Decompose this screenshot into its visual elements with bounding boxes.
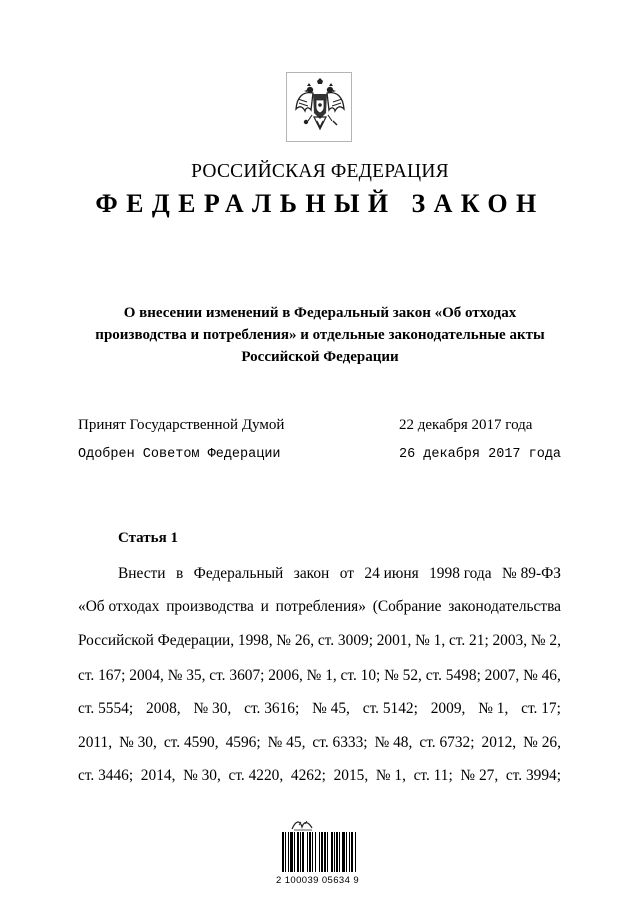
- barcode-bar: [327, 832, 328, 872]
- article-word: № 1,: [478, 700, 509, 717]
- article-word: закон: [293, 565, 330, 582]
- barcode-bar: [290, 832, 293, 872]
- article-word: № 30,: [183, 767, 221, 784]
- barcode-bar: [346, 832, 347, 872]
- article-word: от: [339, 565, 354, 582]
- council-approval-label: Одобрен Советом Федерации: [78, 447, 281, 462]
- country-name: РОССИЙСКАЯ ФЕДЕРАЦИЯ: [191, 161, 449, 182]
- article-word: № 26,: [276, 632, 315, 649]
- barcode-bar: [294, 832, 295, 872]
- barcode-bar: [312, 832, 313, 872]
- article-word: ст. 4590,: [163, 734, 219, 751]
- article-word: и: [260, 598, 269, 615]
- barcode-image: [282, 832, 376, 872]
- article-word: ст. 5554;: [78, 700, 134, 717]
- article-word: № 45,: [312, 700, 350, 717]
- law-title-line: О внесении изменений в Федеральный закон «Об отходах: [123, 305, 517, 321]
- barcode-bar: [309, 832, 311, 872]
- article-word: 4262;: [290, 767, 326, 784]
- article-body-line: [78, 598, 561, 616]
- barcode-bar: [319, 832, 320, 872]
- article-word: ст. 10;: [340, 667, 381, 684]
- document-type: ФЕДЕРАЛЬНЫЙ ЗАКОН: [95, 189, 545, 218]
- article-word: ст. 5498;: [425, 667, 481, 684]
- barcode-bar: [302, 832, 304, 872]
- article-word: 2007,: [484, 667, 520, 684]
- article-word: 2012,: [481, 734, 517, 751]
- article-word: Внести: [118, 565, 166, 582]
- article-word: 2011,: [78, 734, 113, 751]
- article-body-line: [78, 667, 561, 685]
- article-body-line: [118, 565, 561, 583]
- article-word: Федеральный: [193, 565, 284, 582]
- barcode-bar: [321, 832, 323, 872]
- barcode-bar: [297, 832, 299, 872]
- article-word: ст. 3446;: [78, 767, 134, 784]
- article-body-line: [78, 632, 561, 650]
- article-word: № 35,: [167, 667, 206, 684]
- barcode-bar: [336, 832, 338, 872]
- article-word: № 2,: [530, 632, 561, 649]
- duma-adoption-label: Принят Государственной Думой: [78, 417, 285, 433]
- article-word: ст. 11;: [413, 767, 453, 784]
- article-word: ст. 3994;: [505, 767, 561, 784]
- barcode-bar: [349, 832, 350, 872]
- barcode-bar: [285, 832, 286, 872]
- article-word: ст. 5142;: [362, 700, 418, 717]
- article-word: 2014,: [140, 767, 176, 784]
- article-word: № 27,: [460, 767, 499, 784]
- article-word: ст. 3616;: [244, 700, 300, 717]
- article-word: № 26,: [523, 734, 561, 751]
- article-word: 2001,: [376, 632, 412, 649]
- council-approval-date: 26 декабря 2017 года: [399, 447, 562, 462]
- article-word: № 46,: [523, 667, 561, 684]
- law-title-line: производства и потребления» и отдельные законодательные акты: [95, 327, 545, 343]
- article-word: 1998,: [237, 632, 273, 649]
- article-word: ст. 4220,: [228, 767, 284, 784]
- barcode-bar: [288, 832, 289, 872]
- article-word: ст. 3009;: [317, 632, 373, 649]
- double-headed-eagle-icon: [293, 77, 347, 137]
- article-word: ст. 17;: [521, 700, 561, 717]
- barcode-bar: [339, 832, 340, 872]
- barcode-bar: [324, 832, 326, 872]
- article-body-line: [78, 700, 561, 718]
- article-word: 2015,: [333, 767, 369, 784]
- article-word: «Об отходах: [78, 598, 160, 615]
- article-word: в: [175, 565, 184, 582]
- article-word: № 45,: [267, 734, 306, 751]
- article-word: 2008,: [146, 700, 181, 717]
- article-word: 24 июня: [364, 565, 419, 582]
- barcode-block: [276, 818, 376, 888]
- article-word: потребления»: [275, 598, 366, 615]
- article-word: № 30,: [193, 700, 232, 717]
- article-word: 2009,: [430, 700, 466, 717]
- barcode-bar: [355, 832, 356, 872]
- barcode-bar: [342, 832, 345, 872]
- registry-mark-icon: [290, 818, 316, 832]
- article-word: 2004,: [129, 667, 164, 684]
- article-word: № 48,: [374, 734, 413, 751]
- barcode-bar: [307, 832, 308, 872]
- barcode-bar: [282, 832, 284, 872]
- article-word: № 89-ФЗ: [502, 565, 561, 582]
- duma-adoption-date: 22 декабря 2017 года: [399, 417, 533, 433]
- law-title: [60, 302, 580, 368]
- article-word: производства: [166, 598, 254, 615]
- article-word: № 1,: [375, 767, 406, 784]
- article-word: (Собрание: [372, 598, 442, 615]
- article-word: Российской: [78, 632, 154, 649]
- article-word: ст. 6732;: [419, 734, 475, 751]
- law-title-line: Российской Федерации: [241, 349, 399, 365]
- article-word: № 52,: [384, 667, 422, 684]
- article-word: ст. 167;: [78, 667, 126, 684]
- barcode-bar: [331, 832, 333, 872]
- article-word: № 30,: [119, 734, 157, 751]
- article-word: ст. 3607;: [209, 667, 265, 684]
- article-word: № 1,: [415, 632, 446, 649]
- barcode-bar: [315, 832, 316, 872]
- article-heading: Статья 1: [118, 530, 178, 546]
- article-word: законодательства: [448, 598, 561, 615]
- article-word: 2003,: [492, 632, 528, 649]
- article-word: 2006,: [268, 667, 303, 684]
- article-word: ст. 21;: [448, 632, 489, 649]
- article-word: ст. 6333;: [312, 734, 368, 751]
- barcode-bar: [300, 832, 301, 872]
- article-word: 1998 года: [429, 565, 492, 582]
- article-word: 4596;: [225, 734, 261, 751]
- state-emblem: [286, 72, 352, 142]
- article-body-line: [78, 734, 561, 752]
- article-word: Федерации,: [157, 632, 235, 649]
- barcode-bar: [351, 832, 353, 872]
- article-word: № 1,: [306, 667, 337, 684]
- barcode-bar: [334, 832, 335, 872]
- barcode-number: 2 100039 05634 9: [276, 875, 360, 886]
- article-body-line: [78, 767, 561, 785]
